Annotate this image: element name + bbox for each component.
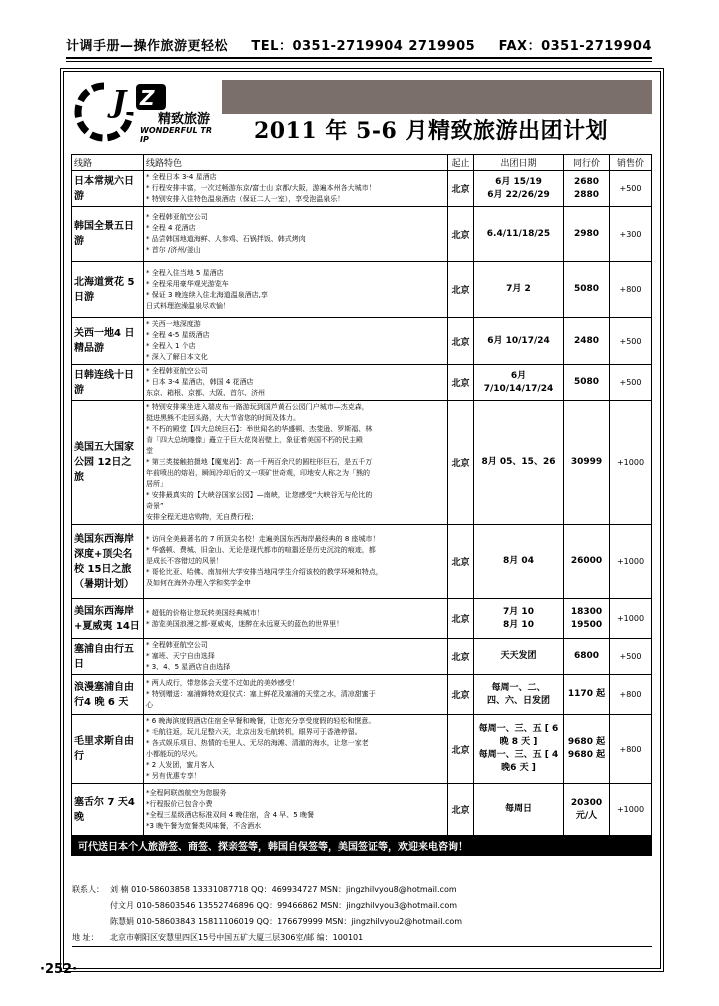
trade-price: 2480 bbox=[564, 318, 610, 365]
route-name: 日本常规六日游 bbox=[72, 171, 144, 207]
feature-line: * 塞班、天宁自由选择 bbox=[146, 652, 215, 660]
table-row bbox=[72, 525, 652, 599]
trade-price: 18300 19500 bbox=[564, 599, 610, 639]
page-title: 2011 年 5-6 月精致旅游出团计划 bbox=[254, 118, 608, 144]
table-row bbox=[72, 715, 652, 784]
depart-city: 北京 bbox=[448, 207, 474, 262]
route-name: 塞浦自由行五日 bbox=[72, 639, 144, 675]
feature-line: * 游览美国浪漫之都-夏威夷，迷醉在永远夏天的蓝色的世界里！ bbox=[146, 619, 344, 628]
route-features bbox=[144, 171, 448, 207]
table-row bbox=[72, 365, 652, 401]
feature-line: * 两人成行，带您体会天堂不过如此的美妙感受！ bbox=[146, 679, 299, 687]
address-label: 地 址： bbox=[72, 933, 99, 942]
title-band bbox=[222, 80, 652, 114]
feature-line: 东京、箱根、京都、大阪、首尔、济州 bbox=[146, 389, 265, 397]
feature-line: * 全程韩亚航空公司 bbox=[146, 213, 208, 221]
route-features bbox=[144, 715, 448, 784]
contact-person: 付文月 010-58603546 13552746896 QQ：99466862 MSN：jingzhilvyou3@hotmail.com bbox=[110, 901, 458, 910]
route-features bbox=[144, 525, 448, 599]
feature-line: * 安排最真实的【大峡谷国家公园】—南峡，让您感受“大峡谷无与伦比的 bbox=[146, 491, 373, 499]
tour-dates: 6月 7/10/14/17/24 bbox=[474, 365, 564, 401]
route-name: 日韩连线十日游 bbox=[72, 365, 144, 401]
col-route: 线路 bbox=[72, 155, 144, 171]
page-number: ·252· bbox=[40, 962, 78, 977]
trade-price: 6800 bbox=[564, 639, 610, 675]
depart-city: 北京 bbox=[448, 365, 474, 401]
tour-dates: 7月 2 bbox=[474, 262, 564, 318]
feature-line: * 深入了解日本文化 bbox=[146, 353, 208, 361]
feature-line: *全程阿联酋航空为您服务 bbox=[146, 788, 227, 797]
retail-price: +1000 bbox=[610, 599, 652, 639]
route-features bbox=[144, 318, 448, 365]
feature-line: * 超低的价格让您玩转美国经典城市！ bbox=[146, 608, 264, 617]
retail-price: +1000 bbox=[610, 525, 652, 599]
contact-block bbox=[72, 882, 462, 946]
depart-city: 北京 bbox=[448, 525, 474, 599]
route-name: 关西一地4 日精品游 bbox=[72, 318, 144, 365]
contact-person: 刘 楠 010-58603858 13331087718 QQ：469934727 MSN：jingzhilvyou8@hotmail.com bbox=[110, 885, 457, 894]
route-name: 北海道赏花 5 日游 bbox=[72, 262, 144, 318]
col-dates: 出团日期 bbox=[474, 155, 564, 171]
trade-price: 9680 起 9680 起 bbox=[564, 715, 610, 784]
feature-line: 安排全程无进店购物，无自费行程； bbox=[146, 513, 258, 521]
bottom-rule bbox=[72, 946, 652, 947]
table-row bbox=[72, 401, 652, 525]
feature-line: *行程报价已包含小费 bbox=[146, 799, 213, 808]
route-name: 美国东西海岸+夏威夷 14日 bbox=[72, 599, 144, 639]
route-name: 毛里求斯自由行 bbox=[72, 715, 144, 784]
feature-line: 是成长不容错过的风景！ bbox=[146, 557, 223, 565]
feature-line: * 访问全美最著名的 7 所顶尖名校！走遍美国东西海岸最经典的 8 座城市！ bbox=[146, 535, 380, 543]
col-features: 线路特色 bbox=[144, 155, 448, 171]
banner bbox=[72, 78, 652, 148]
route-name: 塞舌尔 7 天4 晚 bbox=[72, 784, 144, 836]
table-row bbox=[72, 675, 652, 715]
route-name: 浪漫塞浦自由行4 晚 6 天 bbox=[72, 675, 144, 715]
col-retail: 销售价 bbox=[610, 155, 652, 171]
feature-line: * 全程韩亚航空公司 bbox=[146, 641, 208, 649]
address: 北京市朝阳区安慧里四区15号中国五矿大厦三层306室/邮 编：100101 bbox=[110, 933, 364, 942]
logo-en: WONDERFUL TR IP bbox=[140, 126, 213, 144]
feature-line: 年前喷出的熔岩，瞬间冷却后的又一项矿世奇观，印地安人称之为「熊的 bbox=[146, 469, 370, 477]
tour-dates: 6月 10/17/24 bbox=[474, 318, 564, 365]
retail-price: +500 bbox=[610, 365, 652, 401]
tour-dates: 8月 05、15、26 bbox=[474, 401, 564, 525]
feature-line: * 哥伦比亚、哈佛、南加州大学安排当地同学生介绍该校的教学环境和特点， bbox=[146, 568, 383, 576]
trade-price: 5080 bbox=[564, 365, 610, 401]
feature-line: 小都能玩的尽兴。 bbox=[146, 750, 202, 758]
footer-note: 可代送日本个人旅游签、商签、探亲签等，韩国自保签等，美国签证等，欢迎来电咨询！ bbox=[72, 836, 652, 856]
retail-price: +1000 bbox=[610, 401, 652, 525]
retail-price: +1000 bbox=[610, 784, 652, 836]
page-header bbox=[66, 34, 652, 54]
route-features bbox=[144, 262, 448, 318]
feature-line: 堂 bbox=[146, 447, 153, 455]
tour-dates: 6.4/11/18/25 bbox=[474, 207, 564, 262]
table-row bbox=[72, 207, 652, 262]
contact-label: 联系人： bbox=[72, 885, 104, 894]
feature-line: * 品尝韩国地道海鲜、人参鸡、石锅拌饭、韩式烤肉 bbox=[146, 235, 306, 243]
feature-line: * 2 人发团，蜜月客人 bbox=[146, 761, 215, 769]
feature-line: 居所」 bbox=[146, 480, 167, 488]
table-row bbox=[72, 784, 652, 836]
route-features bbox=[144, 207, 448, 262]
svg-text:J: J bbox=[112, 85, 127, 120]
depart-city: 北京 bbox=[448, 715, 474, 784]
retail-price: +500 bbox=[610, 318, 652, 365]
depart-city: 北京 bbox=[448, 318, 474, 365]
feature-line: * 日本 3-4 星酒店，韩国 4 花酒店 bbox=[146, 378, 254, 386]
feature-line: * 不朽的殿堂【四大总统巨石】：举世闻名的华盛顿、杰斐逊、罗斯福、林 bbox=[146, 425, 373, 433]
depart-city: 北京 bbox=[448, 599, 474, 639]
tour-dates: 天天发团 bbox=[474, 639, 564, 675]
table-row bbox=[72, 599, 652, 639]
feature-line: * 毛航往返，玩儿足整六天，北京出发毛航转机，眼界可于香港停留。 bbox=[146, 728, 362, 736]
logo-cn: 精致旅游 bbox=[158, 112, 211, 127]
contact-person: 陈慧娟 010-58603843 15811106019 QQ：176679999 MSN：jingzhilvyou2@hotmail.com bbox=[110, 917, 463, 926]
feature-line: * 关西一地深度游 bbox=[146, 320, 201, 328]
feature-line: * 各式娱乐项目、热情的毛里人、无尽的海滩、清澈的海水，让您一家老 bbox=[146, 739, 369, 747]
feature-line: * 另有优惠专享！ bbox=[146, 772, 201, 780]
feature-line: * 行程安排丰富，一次过畅游东京/富士山 京都/大阪，游遍本州各大城市！ bbox=[146, 184, 376, 192]
retail-price: +800 bbox=[610, 715, 652, 784]
tour-dates: 每周一、三、五 [ 6晚 8 天 ] 每周一、三、五 [ 4 晚6 天 ] bbox=[474, 715, 564, 784]
route-features bbox=[144, 401, 448, 525]
feature-line: 日式料理泡澡温泉尽欢愉！ bbox=[146, 301, 230, 310]
feature-line: * 华盛顿、费城、旧金山、无论是现代都市的喧嚣还是历史沉淀的痕迹，都 bbox=[146, 546, 376, 554]
table-header-row bbox=[72, 155, 652, 171]
header-slogan: 计调手册—操作旅游更轻松 bbox=[66, 39, 229, 54]
header-fax: FAX：0351-2719904 bbox=[498, 39, 652, 54]
route-features bbox=[144, 675, 448, 715]
tour-dates: 6月 15/19 6月 22/26/29 bbox=[474, 171, 564, 207]
depart-city: 北京 bbox=[448, 784, 474, 836]
route-features bbox=[144, 784, 448, 836]
feature-line: * 6 晚海滨度假酒店住宿全早餐和晚餐，让您充分享受度假的轻松和惬意。 bbox=[146, 717, 376, 725]
feature-line: 及如何在海外办理入学和奖学金申 bbox=[146, 579, 251, 587]
tour-dates: 每周日 bbox=[474, 784, 564, 836]
feature-line: * 全程入住当地 5 星酒店 bbox=[146, 268, 224, 277]
trade-price: 5080 bbox=[564, 262, 610, 318]
route-features bbox=[144, 639, 448, 675]
route-features bbox=[144, 599, 448, 639]
depart-city: 北京 bbox=[448, 262, 474, 318]
feature-line: * 全程韩亚航空公司 bbox=[146, 367, 208, 375]
retail-price: +500 bbox=[610, 639, 652, 675]
retail-price: +800 bbox=[610, 262, 652, 318]
depart-city: 北京 bbox=[448, 675, 474, 715]
table-row bbox=[72, 171, 652, 207]
trade-price: 1170 起 bbox=[564, 675, 610, 715]
tour-dates: 7月 10 8月 10 bbox=[474, 599, 564, 639]
logo bbox=[72, 78, 222, 144]
tour-table bbox=[71, 154, 652, 856]
tour-dates: 每周一、二、 四、六、日发团 bbox=[474, 675, 564, 715]
feature-line: 奇景” bbox=[146, 502, 164, 510]
route-name: 美国五大国家公园 12日之旅 bbox=[72, 401, 144, 525]
trade-price: 2980 bbox=[564, 207, 610, 262]
route-features bbox=[144, 365, 448, 401]
feature-line: * 特别安排入住特色温泉酒店（保证二人一室），享受泡温泉乐！ bbox=[146, 195, 345, 203]
feature-line: * 特别赠送：塞浦蜂特欢迎仪式：塞上鲜花及塞浦的天堂之水，清凉甜蜜于 bbox=[146, 690, 376, 698]
retail-price: +300 bbox=[610, 207, 652, 262]
feature-line: * 3、4、5 星酒店自由选择 bbox=[146, 663, 231, 671]
table-row bbox=[72, 318, 652, 365]
trade-price: 2680 2880 bbox=[564, 171, 610, 207]
feature-line: *全程三星级酒店标准双间 4 晚住宿，含 4 早、5 晚餐 bbox=[146, 810, 314, 819]
table-row bbox=[72, 639, 652, 675]
feature-line: * 保证 3 晚连续入住北海道温泉酒店,享 bbox=[146, 290, 268, 299]
feature-line: * 全程采用豪华观光游览车 bbox=[146, 279, 229, 288]
feature-line: * 全程日本 3-4 星酒店 bbox=[146, 173, 217, 181]
trade-price: 30999 bbox=[564, 401, 610, 525]
feature-line: * 全程 4-5 星级酒店 bbox=[146, 331, 210, 339]
depart-city: 北京 bbox=[448, 171, 474, 207]
trade-price: 20300 元/人 bbox=[564, 784, 610, 836]
tour-dates: 8月 04 bbox=[474, 525, 564, 599]
header-tel: TEL：0351-2719904 2719905 bbox=[251, 39, 476, 54]
feature-line: * 首尔 /济州/釜山 bbox=[146, 246, 201, 254]
feature-line: *3 晚午餐为宽餐类风味餐，不含酒水 bbox=[146, 821, 262, 830]
feature-line: * 第三类接触拍摄地【魔鬼岩】：高一千两百余尺的圆柱形巨石，是五千万 bbox=[146, 458, 373, 466]
feature-line: 挺进黑熊不走回头路，大大节省您的时间及体力。 bbox=[146, 414, 300, 422]
table-row bbox=[72, 262, 652, 318]
retail-price: +800 bbox=[610, 675, 652, 715]
feature-line: 心 bbox=[146, 701, 153, 709]
depart-city: 北京 bbox=[448, 639, 474, 675]
feature-line: * 全程 4 花酒店 bbox=[146, 224, 196, 232]
depart-city: 北京 bbox=[448, 401, 474, 525]
retail-price: +500 bbox=[610, 171, 652, 207]
col-depart: 起止 bbox=[448, 155, 474, 171]
route-name: 美国东西海岸深度+顶尖名校 15日之旅（暑期计划） bbox=[72, 525, 144, 599]
trade-price: 26000 bbox=[564, 525, 610, 599]
col-price: 同行价 bbox=[564, 155, 610, 171]
svg-text:Z: Z bbox=[140, 86, 155, 110]
feature-line: * 全程入 1 个店 bbox=[146, 342, 196, 350]
feature-line: 肯「四大总统雕像」矗立于巨大花岗岩壁上，象征着美国不朽的民主殿 bbox=[146, 436, 363, 444]
feature-line: * 特别安排乘坐进入瑞皮布一路游玩到国芦黄石公园门户城市—杰克森， bbox=[146, 403, 369, 411]
route-name: 韩国全景五日游 bbox=[72, 207, 144, 262]
